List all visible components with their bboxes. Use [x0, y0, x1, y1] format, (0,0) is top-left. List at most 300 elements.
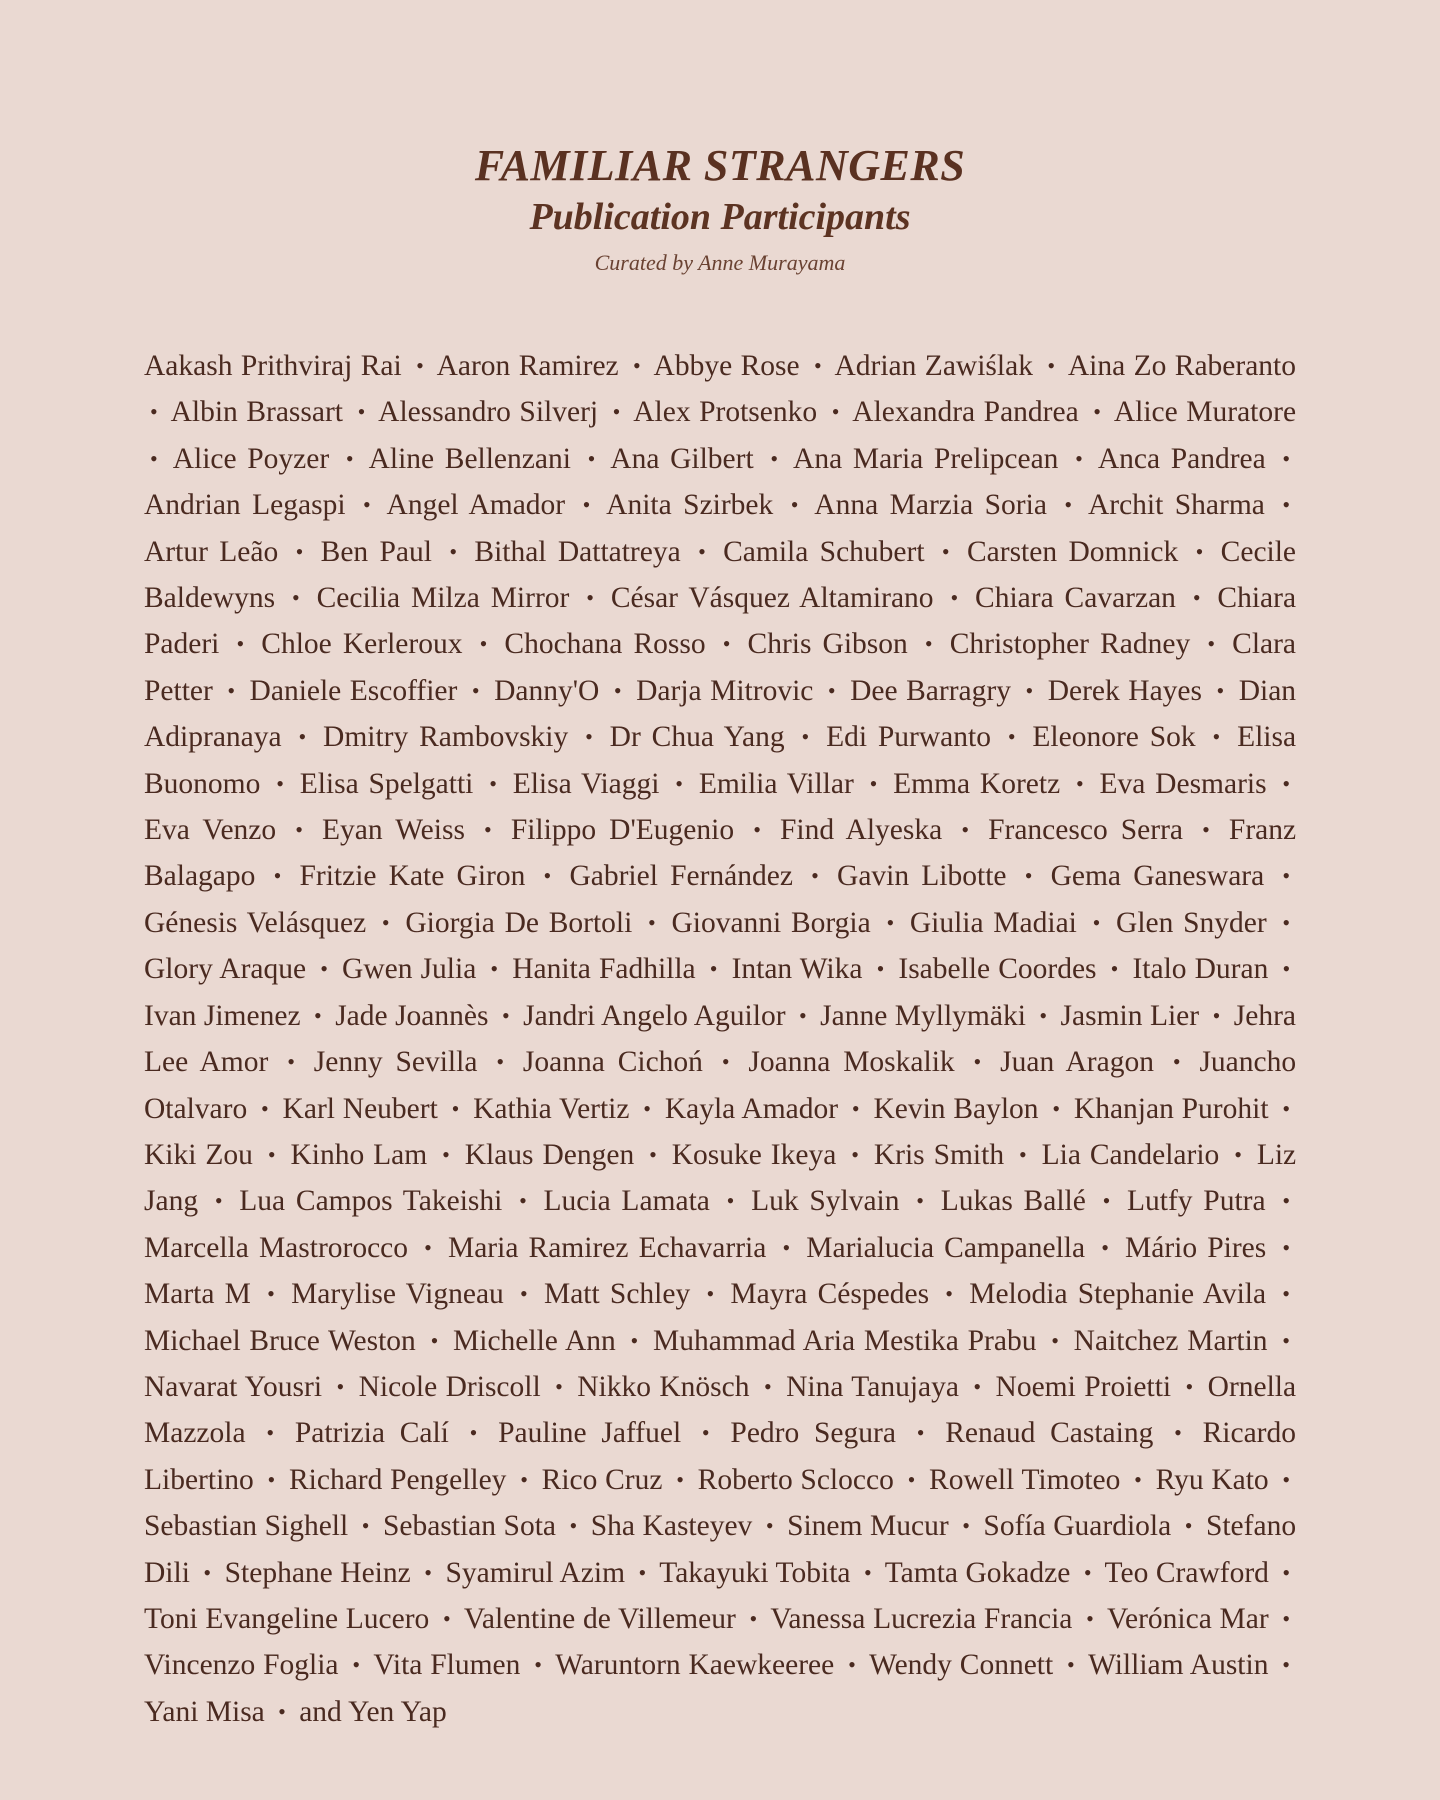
bullet-separator: • [1092, 909, 1101, 935]
bullet-separator: • [1184, 1513, 1193, 1539]
bullet-separator: • [449, 538, 458, 564]
participant-name: Lia Candelario [1041, 1138, 1220, 1171]
participant-name: Adrian Zawiślak [834, 350, 1033, 382]
participant-name: Juancho Otalvaro [144, 1046, 1297, 1125]
participant-name: Jasmin Lier [1060, 999, 1200, 1032]
participant-name: Sha Kasteyev [590, 1510, 753, 1543]
participant-name: Vanessa Lucrezia Francia [770, 1602, 1073, 1635]
participant-name: Marialucia Campanella [806, 1231, 1086, 1264]
bullet-separator: • [1076, 770, 1084, 796]
participant-name: Eyan Weiss [322, 814, 465, 847]
bullet-separator: • [501, 1002, 510, 1028]
participant-name: Danny'O [494, 674, 600, 707]
participant-name: Rowell Timoteo [929, 1463, 1121, 1496]
participant-name: Chris Gibson [747, 628, 908, 661]
participant-name: Stephane Heinz [224, 1556, 411, 1589]
page-subtitle: Publication Participants [529, 196, 911, 238]
participant-name: Glory Araque [144, 953, 307, 986]
bullet-separator: • [203, 1559, 212, 1585]
participant-name: Teo Crawford [1104, 1556, 1269, 1589]
participant-name: Ornella Mazzola [144, 1370, 1297, 1450]
bullet-separator: • [1282, 492, 1291, 518]
bullet-separator: • [973, 1373, 982, 1399]
bullet-separator: • [706, 1281, 715, 1307]
bullet-separator: • [1282, 1466, 1291, 1492]
bullet-separator: • [276, 770, 284, 796]
participant-name: Artur Leão [144, 535, 279, 568]
bullet-separator: • [273, 863, 282, 889]
participant-name: Ben Paul [320, 535, 432, 568]
participant-name: Waruntorn Kaewkeeree [555, 1649, 835, 1682]
bullet-separator: • [851, 1095, 860, 1121]
participant-name: Marta M [144, 1278, 251, 1311]
participant-name: Takayuki Tobita [659, 1556, 851, 1589]
participant-name: Intan Wika [731, 953, 863, 986]
bullet-separator: • [869, 770, 878, 796]
bullet-separator: • [945, 1281, 953, 1307]
participant-name: Ana Gilbert [610, 442, 754, 475]
bullet-separator: • [1102, 1188, 1111, 1214]
participant-name: Cecilia Milza Mirror [316, 582, 570, 615]
participant-name: Verónica Mar [1106, 1602, 1269, 1635]
participant-list [144, 343, 1296, 1735]
participant-name: Find Alyeska [779, 814, 943, 847]
bullet-separator: • [1051, 1327, 1059, 1353]
bullet-separator: • [534, 1652, 542, 1678]
bullet-separator: • [214, 1188, 223, 1214]
bullet-separator: • [586, 585, 594, 611]
bullet-separator: • [267, 1141, 276, 1167]
bullet-separator: • [1282, 1605, 1291, 1631]
participant-name: Jehra Lee Amor [144, 999, 1296, 1079]
bullet-separator: • [1110, 956, 1119, 982]
participant-name: Liz Jang [144, 1138, 1297, 1218]
participant-name: Toni Evangeline Lucero [144, 1602, 430, 1635]
bullet-separator: • [765, 1513, 774, 1539]
participant-name: Jenny Sevilla [313, 1046, 478, 1079]
participant-name: Khanjan Purohit [1073, 1092, 1269, 1125]
page-title: FAMILIAR STRANGERS [474, 141, 966, 190]
participant-name: Lucia Lamata [543, 1185, 710, 1218]
bullet-separator: • [357, 399, 366, 425]
bullet-separator: • [1282, 1652, 1290, 1678]
bullet-separator: • [1202, 817, 1210, 843]
bullet-separator: • [585, 724, 593, 750]
participant-name: Camila Schubert [723, 535, 925, 568]
participant-name: Kinho Lam [290, 1138, 428, 1171]
bullet-separator: • [961, 817, 970, 843]
bullet-separator: • [633, 353, 641, 378]
bullet-separator: • [520, 1466, 528, 1492]
bullet-separator: • [150, 399, 158, 425]
bullet-separator: • [442, 1141, 450, 1167]
participant-name: Eva Desmaris [1099, 767, 1267, 800]
bullet-separator: • [638, 1559, 647, 1585]
bullet-separator: • [649, 1141, 657, 1167]
participant-name: Patrizia Calí [294, 1417, 449, 1450]
bullet-separator: • [520, 1281, 528, 1307]
bullet-separator: • [941, 538, 950, 564]
bullet-separator: • [811, 863, 819, 889]
participant-name: Clara Petter [144, 628, 1297, 707]
bullet-separator: • [362, 492, 371, 518]
bullet-separator: • [1282, 909, 1291, 935]
bullet-separator: • [479, 631, 488, 657]
participant-name: Jade Joannès [335, 999, 489, 1032]
participant-name: Navarat Yousri [144, 1370, 323, 1403]
bullet-separator: • [763, 1373, 772, 1399]
participant-name: Gema Ganeswara [1050, 860, 1265, 893]
bullet-separator: • [1025, 677, 1034, 703]
bullet-separator: • [381, 909, 390, 935]
participant-name: Albin Brassart [170, 396, 344, 429]
bullet-separator: • [851, 1141, 859, 1167]
bullet-separator: • [471, 677, 480, 703]
participant-name: Karl Neubert [282, 1092, 438, 1125]
bullet-separator: • [295, 538, 304, 564]
participant-name: Edi Purwanto [826, 721, 991, 754]
bullet-separator: • [782, 1234, 791, 1260]
participant-name: Isabelle Coordes [898, 953, 1097, 986]
participant-name: Dian Adipranaya [144, 674, 1297, 754]
bullet-separator: • [416, 353, 424, 378]
participant-name: Archit Sharma [1087, 489, 1265, 522]
bullet-separator: • [1282, 1559, 1291, 1585]
participant-name: Cecile Baldewyns [144, 535, 1297, 615]
participant-name: Pauline Jaffuel [498, 1417, 682, 1450]
participant-name: Chloe Kerleroux [261, 628, 463, 661]
bullet-separator: • [1101, 1234, 1109, 1260]
participant-name: Marylise Vigneau [291, 1278, 504, 1311]
participant-name: Lutfy Putra [1127, 1185, 1266, 1218]
participant-name: Mayra Céspedes [730, 1278, 930, 1311]
bullet-separator: • [1064, 492, 1073, 518]
bullet-separator: • [1282, 1188, 1291, 1214]
participant-name: Aakash Prithviraj Rai [144, 350, 402, 382]
participant-name: Filippo D'Eugenio [510, 814, 735, 847]
bullet-separator: • [345, 445, 354, 471]
participant-name: Sinem Mucur [787, 1510, 949, 1543]
participant-name: Kathia Vertiz [473, 1092, 630, 1125]
participant-name: Italo Duran [1132, 953, 1269, 986]
bullet-separator: • [451, 1095, 460, 1121]
bullet-separator: • [1047, 353, 1056, 378]
participant-name: Angel Amador [386, 489, 566, 522]
participant-name: Rico Cruz [541, 1463, 663, 1496]
participant-name: Roberto Sclocco [697, 1463, 894, 1496]
bullet-separator: • [709, 956, 718, 982]
bullet-separator: • [722, 631, 731, 657]
participant-name: Juan Aragon [1000, 1046, 1154, 1079]
bullet-separator: • [749, 1605, 758, 1631]
bullet-separator: • [519, 1188, 527, 1214]
participant-name: Tamta Gokadze [884, 1556, 1071, 1589]
participant-name: William Austin [1088, 1649, 1269, 1682]
participant-name: and Yen Yap [299, 1695, 447, 1728]
participant-name: Dmitry Rambovskiy [323, 721, 569, 754]
participant-name: Ryu Kato [1155, 1463, 1269, 1496]
bullet-separator: • [831, 399, 840, 425]
participant-name: Valentine de Villemeur [463, 1602, 736, 1635]
bullet-separator: • [721, 1049, 730, 1075]
participant-name: Aline Bellenzani [368, 442, 571, 475]
bullet-separator: • [1019, 1141, 1027, 1167]
participant-name: Emma Koretz [893, 767, 1061, 800]
participant-name: Michael Bruce Weston [144, 1324, 416, 1357]
participant-name: Renaud Castaing [945, 1417, 1154, 1450]
participant-name: Alice Muratore [1113, 396, 1297, 429]
participant-name: Nicole Driscoll [358, 1370, 541, 1403]
bullet-separator: • [278, 1698, 286, 1724]
bullet-separator: • [676, 1466, 684, 1492]
participant-name: Joanna Moskalik [748, 1046, 955, 1079]
bullet-separator: • [484, 817, 492, 843]
participant-name: Alessandro Silverj [378, 396, 599, 429]
bullet-separator: • [587, 445, 596, 471]
bullet-separator: • [612, 399, 621, 425]
participant-name: Mário Pires [1125, 1231, 1267, 1264]
participant-name: Michelle Ann [453, 1324, 616, 1357]
participant-name: Gwen Julia [342, 953, 477, 986]
participant-name: Pedro Segura [730, 1417, 896, 1450]
bullet-separator: • [613, 677, 622, 703]
bullet-separator: • [973, 1049, 982, 1075]
bullet-separator: • [701, 1420, 710, 1446]
participant-name: Kosuke Ikeya [671, 1138, 837, 1171]
bullet-separator: • [266, 1420, 275, 1446]
participant-name: Elisa Spelgatti [299, 767, 474, 800]
participant-name: Dee Barragry [850, 674, 1011, 707]
participant-name: Jandri Angelo Aguilor [523, 999, 786, 1032]
bullet-separator: • [630, 1327, 639, 1353]
participant-name: Wendy Connett [869, 1649, 1054, 1682]
participant-name: Joanna Cichoń [522, 1046, 703, 1079]
bullet-separator: • [442, 1605, 451, 1631]
bullet-separator: • [814, 353, 822, 378]
bullet-separator: • [1185, 1373, 1194, 1399]
bullet-separator: • [753, 817, 761, 843]
participant-name: Yani Misa [144, 1695, 265, 1728]
participant-name: Ricardo Libertino [144, 1417, 1296, 1496]
bullet-separator: • [1282, 445, 1291, 471]
participant-name: Anca Pandrea [1097, 442, 1266, 475]
participant-name: Carsten Domnick [966, 535, 1179, 568]
participant-name: Anita Szirbek [606, 489, 774, 522]
bullet-separator: • [1172, 1049, 1181, 1075]
participant-name: Aaron Ramirez [436, 350, 619, 382]
bullet-separator: • [1282, 863, 1291, 889]
bullet-separator: • [801, 724, 810, 750]
bullet-separator: • [1134, 1466, 1142, 1492]
participant-name: Richard Pengelley [288, 1463, 507, 1496]
bullet-separator: • [1282, 770, 1291, 796]
bullet-separator: • [1282, 1281, 1290, 1307]
bullet-separator: • [1195, 538, 1204, 564]
bullet-separator: • [698, 538, 706, 564]
bullet-separator: • [675, 770, 683, 796]
participant-name: Kevin Baylon [873, 1092, 1039, 1125]
bullet-separator: • [490, 956, 499, 982]
header [0, 140, 1440, 280]
bullet-separator: • [352, 1652, 361, 1678]
participant-name: Giorgia De Bortoli [405, 906, 633, 939]
bullet-separator: • [298, 724, 307, 750]
bullet-separator: • [648, 909, 656, 935]
participant-name: Vita Flumen [373, 1649, 521, 1682]
bullet-separator: • [916, 1420, 925, 1446]
bullet-separator: • [643, 1095, 651, 1121]
bullet-separator: • [1052, 1095, 1061, 1121]
bullet-separator: • [267, 1466, 276, 1492]
participant-name: Kris Smith [873, 1138, 1005, 1171]
bullet-separator: • [1234, 1141, 1242, 1167]
participant-name: Génesis Velásquez [144, 906, 367, 939]
participant-name: Hanita Fadhilla [512, 953, 696, 986]
participant-name: Andrian Legaspi [144, 489, 346, 522]
participant-name: Giovanni Borgia [671, 906, 871, 939]
bullet-separator: • [227, 677, 236, 703]
bullet-separator: • [1282, 956, 1291, 982]
participant-name: Sofía Guardiola [983, 1510, 1172, 1543]
bullet-separator: • [1075, 445, 1083, 471]
participant-name: Chiara Paderi [144, 582, 1297, 661]
bullet-separator: • [320, 956, 328, 982]
bullet-separator: • [469, 1420, 478, 1446]
participant-name: Elisa Buonomo [144, 721, 1297, 800]
bullet-separator: • [582, 492, 591, 518]
bullet-separator: • [798, 1002, 807, 1028]
participant-name: Maria Ramirez Echavarria [447, 1231, 767, 1264]
participant-name: Eleonore Sok [1032, 721, 1196, 754]
participant-name: Ivan Jimenez [144, 999, 301, 1032]
participant-name: Muhammad Aria Mestika Prabu [653, 1324, 1037, 1357]
bullet-separator: • [924, 631, 933, 657]
participant-name: Melodia Stephanie Avila [969, 1278, 1267, 1311]
participant-name: Derek Hayes [1047, 674, 1202, 707]
bullet-separator: • [361, 1513, 370, 1539]
participant-name: Syamirul Azim [445, 1556, 626, 1589]
bullet-separator: • [1024, 863, 1033, 889]
participant-name: Nikko Knösch [577, 1370, 750, 1403]
bullet-separator: • [267, 1281, 275, 1307]
bullet-separator: • [726, 1188, 735, 1214]
participant-name: Franz Balagapo [144, 814, 1297, 893]
participant-name: Kayla Amador [664, 1092, 839, 1125]
bullet-separator: • [430, 1327, 439, 1353]
participant-name: Janne Myllymäki [820, 999, 1026, 1032]
participant-name: Klaus Dengen [464, 1138, 635, 1171]
bullet-separator: • [424, 1234, 432, 1260]
bullet-separator: • [1192, 585, 1201, 611]
participant-name: Gavin Libotte [837, 860, 1007, 893]
bullet-separator: • [291, 585, 300, 611]
participant-name: Chochana Rosso [504, 628, 706, 661]
bullet-separator: • [907, 1466, 916, 1492]
bullet-separator: • [962, 1513, 970, 1539]
bullet-separator: • [569, 1513, 578, 1539]
bullet-separator: • [1207, 631, 1216, 657]
bullet-separator: • [489, 770, 497, 796]
bullet-separator: • [916, 1188, 924, 1214]
bullet-separator: • [1007, 724, 1016, 750]
participant-name: Eva Venzo [144, 814, 277, 847]
bullet-separator: • [1282, 1327, 1290, 1353]
curator-credit: Curated by Anne Murayama [594, 250, 846, 275]
bullet-separator: • [314, 1002, 322, 1028]
participant-name: Giulia Madiai [909, 906, 1077, 939]
bullet-separator: • [848, 1652, 856, 1678]
participant-name: Fritzie Kate Giron [299, 860, 526, 893]
participant-name: Emilia Villar [698, 767, 854, 800]
bullet-separator: • [790, 492, 799, 518]
participant-name: Matt Schley [543, 1278, 691, 1311]
participant-name: Glen Snyder [1116, 906, 1267, 939]
participant-name: Alexandra Pandrea [852, 396, 1079, 429]
bullet-separator: • [1086, 1605, 1094, 1631]
participant-name: Vincenzo Foglia [144, 1649, 339, 1682]
participant-name: Darja Mitrovic [636, 674, 814, 707]
bullet-separator: • [543, 863, 552, 889]
participant-name: Dr Chua Yang [609, 721, 785, 754]
bullet-separator: • [1216, 677, 1225, 703]
bullet-separator: • [770, 445, 779, 471]
bullet-separator: • [261, 1095, 269, 1121]
bullet-separator: • [827, 677, 836, 703]
participant-name: César Vásquez Altamirano [610, 582, 934, 615]
bullet-separator: • [1282, 1095, 1291, 1121]
participant-name: Alex Protsenko [633, 396, 818, 429]
bullet-separator: • [555, 1373, 563, 1399]
bullet-separator: • [886, 909, 895, 935]
bullet-separator: • [424, 1559, 432, 1585]
bullet-separator: • [336, 1373, 345, 1399]
participant-name: Luk Sylvain [751, 1185, 900, 1218]
bullet-separator: • [287, 1049, 295, 1075]
participant-name: Sebastian Sighell [144, 1510, 349, 1543]
bullet-separator: • [1093, 399, 1101, 425]
participant-name: Christopher Radney [949, 628, 1191, 661]
bullet-separator: • [295, 817, 303, 843]
participant-name: Marcella Mastrorocco [144, 1231, 409, 1264]
participant-name: Bithal Dattatreya [474, 535, 681, 568]
participant-name: Daniele Escoffier [249, 674, 458, 707]
participant-name: Nina Tanujaya [786, 1370, 959, 1403]
bullet-separator: • [1212, 1002, 1221, 1028]
participant-name: Ana Maria Prelipcean [793, 442, 1059, 475]
bullet-separator: • [1067, 1652, 1075, 1678]
bullet-separator: • [1212, 724, 1221, 750]
participant-name: Chiara Cavarzan [975, 582, 1176, 615]
participant-name: Alice Poyzer [172, 442, 330, 475]
bullet-separator: • [1039, 1002, 1048, 1028]
bullet-separator: • [864, 1559, 872, 1585]
participant-name: Lua Campos Takeishi [239, 1185, 503, 1218]
bullet-separator: • [1282, 1234, 1291, 1260]
bullet-separator: • [150, 445, 158, 471]
participant-name: Noemi Proietti [995, 1370, 1172, 1403]
participant-name: Abbye Rose [653, 350, 800, 382]
participant-name: Elisa Viaggi [512, 767, 660, 800]
participant-name: Anna Marzia Soria [814, 489, 1047, 522]
bullet-separator: • [236, 631, 245, 657]
participant-name: Lukas Ballé [940, 1185, 1086, 1218]
participant-name: Naitchez Martin [1073, 1324, 1268, 1357]
bullet-separator: • [1174, 1420, 1182, 1446]
bullet-separator: • [1083, 1559, 1092, 1585]
participant-name: Gabriel Fernández [569, 860, 793, 893]
bullet-separator: • [876, 956, 885, 982]
participant-name: Stefano Dili [144, 1510, 1297, 1589]
